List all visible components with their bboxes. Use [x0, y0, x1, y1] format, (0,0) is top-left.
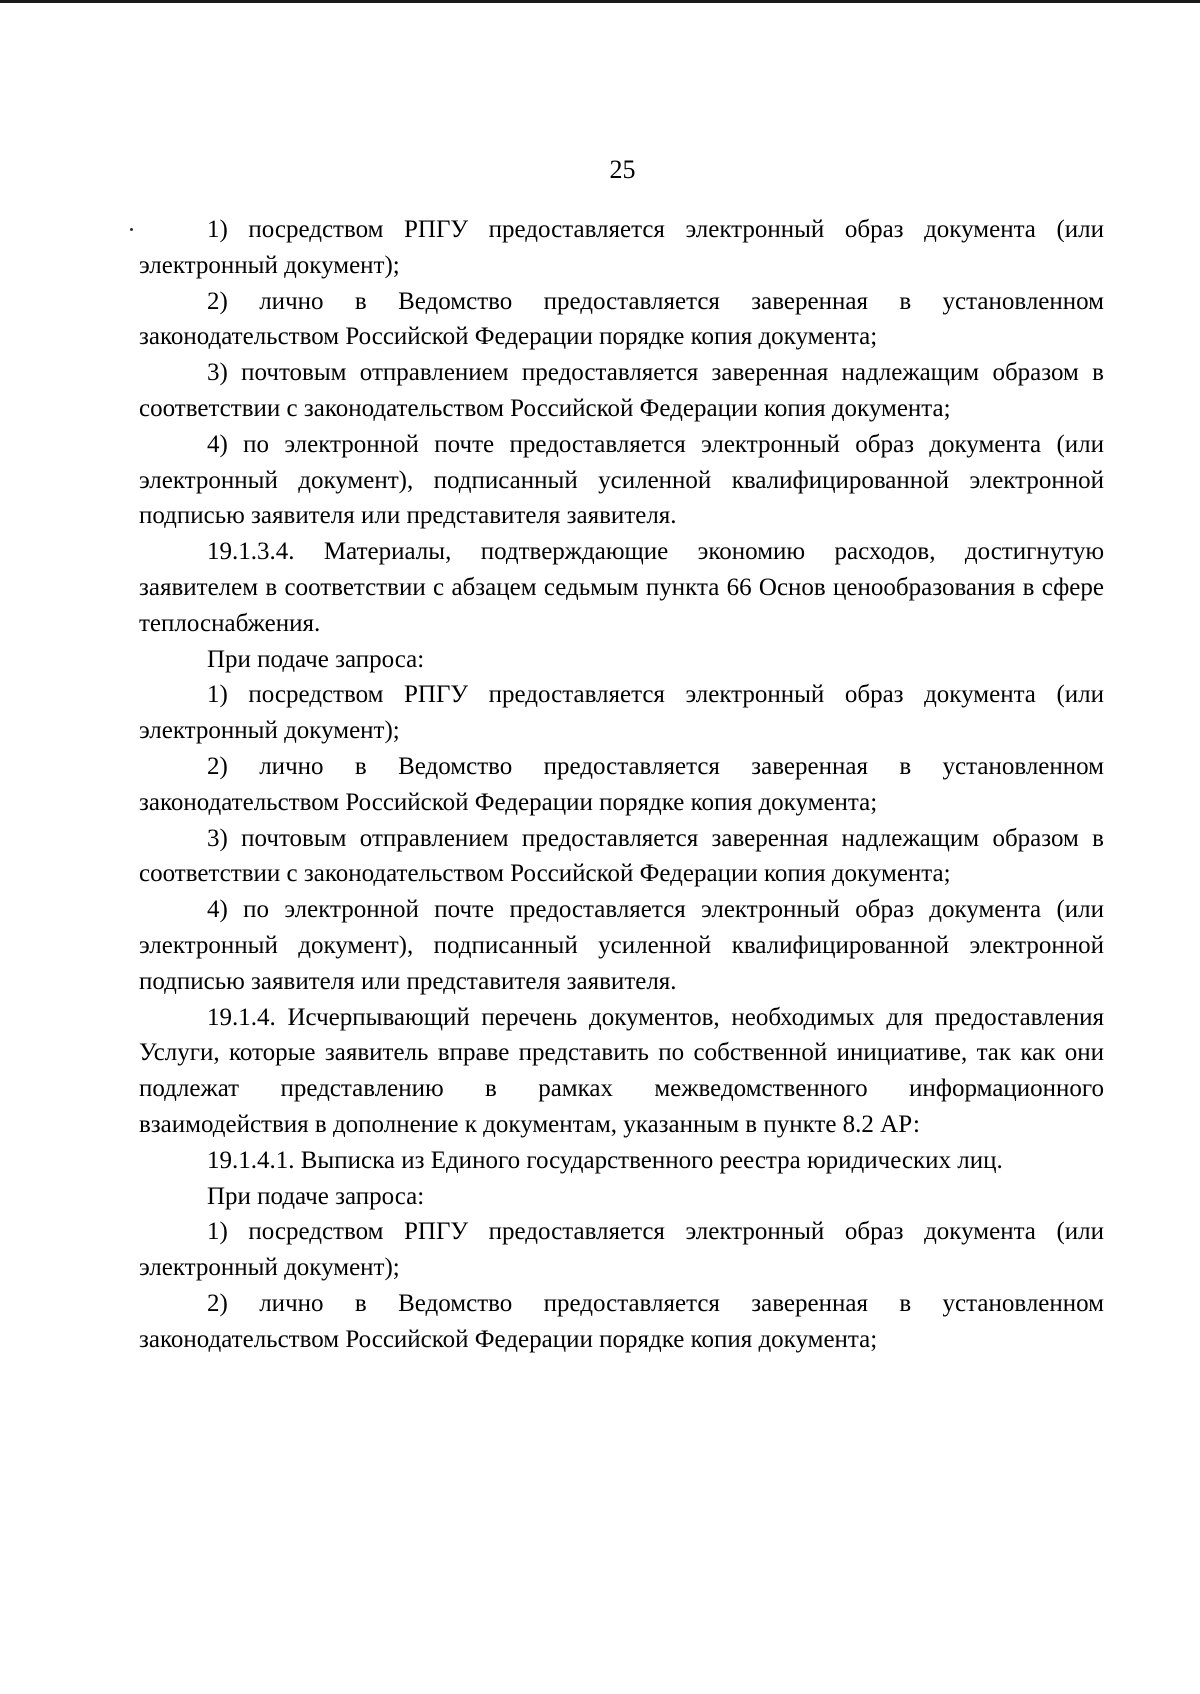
paragraph: 19.1.4.1. Выписка из Единого государственного реестра юридических лиц. — [207, 1146, 1003, 1174]
page-number: 25 — [609, 155, 636, 184]
document-body — [139, 212, 1104, 1358]
paragraph: 1) посредством РПГУ предоставляется электронный образ документа (или электронный документ); — [139, 216, 1104, 279]
paragraph: При подаче запроса: — [207, 1182, 425, 1210]
paragraph: 3) почтовым отправлением предоставляется заверенная надлежащим образом в соответствии с законодательством Российской Федерации копия документа; — [139, 824, 1104, 888]
paragraph: 19.1.4. Исчерпывающий перечень документов, необходимых для предоставления Услуги, которые заявитель вправе представить по собственной инициативе, так как они подлежат представлению в рамках межведомственного информационного взаимодействия в дополнение к документам, указанным в пункте 8.2 АР: — [139, 1003, 1104, 1138]
paragraph: 2) лично в Ведомство предоставляется заверенная в установленном законодательством Российской Федерации порядке копия документа; — [139, 752, 1104, 816]
paragraph: 4) по электронной почте предоставляется электронный образ документа (или электронный документ), подписанный усиленной квалифицированной электронной подписью заявителя или представителя заявителя. — [139, 430, 1104, 530]
paragraph: 2) лично в Ведомство предоставляется заверенная в установленном законодательством Российской Федерации порядке копия документа; — [139, 287, 1104, 351]
paragraph: 3) почтовым отправлением предоставляется заверенная надлежащим образом в соответствии с законодательством Российской Федерации копия документа; — [139, 359, 1104, 422]
paragraph: 19.1.3.4. Материалы, подтверждающие экономию расходов, достигнутую заявителем в соответствии с абзацем седьмым пункта 66 Основ ценообразования в сфере теплоснабжения. — [139, 538, 1104, 637]
paragraph: 1) посредством РПГУ предоставляется электронный образ документа (или электронный документ); — [139, 1218, 1104, 1282]
paragraph: 4) по электронной почте предоставляется электронный образ документа (или электронный документ), подписанный усиленной квалифицированной электронной подписью заявителя или представителя заявителя. — [139, 896, 1104, 995]
paragraph: 1) посредством РПГУ предоставляется электронный образ документа (или электронный документ); — [139, 681, 1104, 745]
scan-top-edge — [0, 0, 1200, 3]
paragraph: 2) лично в Ведомство предоставляется заверенная в установленном законодательством Российской Федерации порядке копия документа; — [139, 1289, 1104, 1353]
paragraph: При подаче запроса: — [207, 645, 425, 673]
scan-artifact-dot — [130, 228, 133, 231]
